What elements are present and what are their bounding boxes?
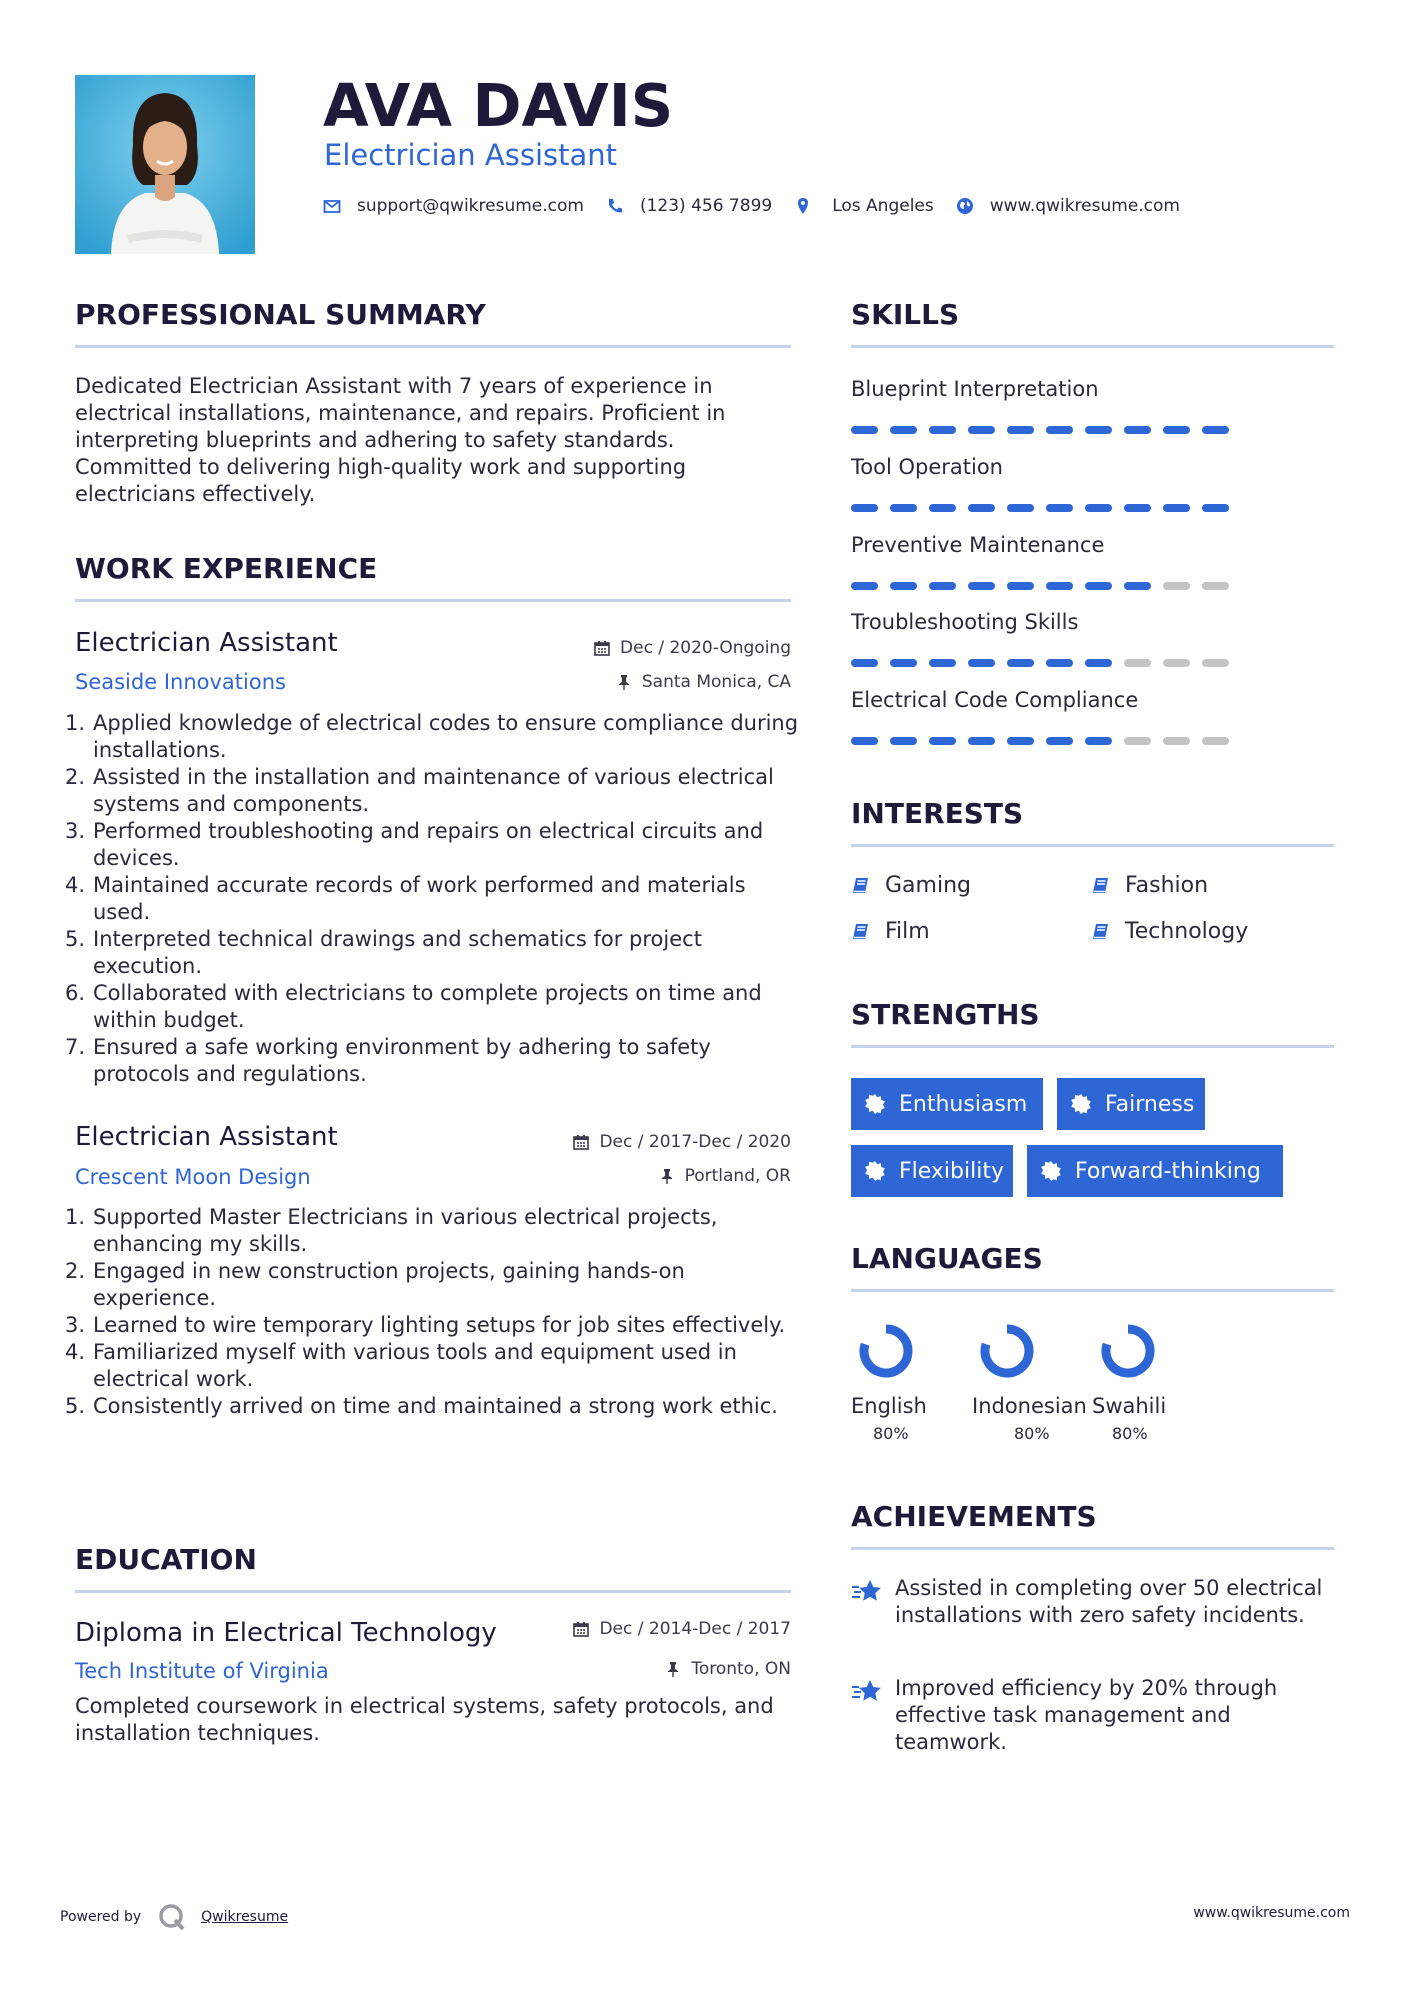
skill-dot-filled (1046, 426, 1073, 434)
badge-icon (865, 1161, 885, 1181)
summary-text: Dedicated Electrician Assistant with 7 years of experience in electrical installations, maintenance, and repairs. Proficient in interpreting blueprints and adhering to safety standards. Committed to delivering high-quality work and supporting electricians effectively. (75, 374, 726, 506)
powered-by-label: Powered by (60, 1909, 142, 1925)
job-dates-text: Dec / 2017-Dec / 2020 (599, 1132, 791, 1152)
education-dates-text: Dec / 2014-Dec / 2017 (599, 1619, 791, 1639)
skill-dot-empty (1163, 582, 1190, 590)
skill-dot-empty (1163, 659, 1190, 667)
pin-icon (659, 1168, 675, 1184)
job-location-text: Portland, OR (684, 1166, 791, 1186)
skill-dot-filled (890, 426, 917, 434)
skill-dot-filled (851, 426, 878, 434)
job-location (659, 1165, 791, 1187)
book-icon (1091, 922, 1111, 942)
skill-rating (851, 659, 1241, 667)
star-icon (851, 1679, 883, 1705)
skill-dot-filled (1202, 426, 1229, 434)
email-icon (323, 197, 341, 215)
languages-heading: LANGUAGES (851, 1242, 1043, 1275)
skill-rating (851, 504, 1241, 512)
language-level-arc (864, 1329, 908, 1373)
skill-dot-empty (1202, 659, 1229, 667)
badge-icon (1041, 1161, 1061, 1181)
experience-heading: WORK EXPERIENCE (75, 552, 378, 585)
skill-dot-empty (1124, 737, 1151, 745)
achievements-divider (851, 1547, 1334, 1550)
job-dates (573, 1131, 791, 1153)
language-percent: 80% (873, 1424, 909, 1443)
skill-dot-filled (890, 582, 917, 590)
education-description: Completed coursework in electrical systems, safety protocols, and installation techniques. (75, 1694, 774, 1745)
skill-dot-filled (968, 426, 995, 434)
strength-tag: Forward-thinking (1027, 1145, 1283, 1197)
language-level-arc (985, 1329, 1029, 1373)
duty-item: 7. Ensured a safe working environment by adhering to safety protocols and regulations. (65, 1035, 711, 1086)
interest-item: Gaming (851, 872, 971, 900)
phone-icon (606, 197, 624, 215)
skill-dot-filled (1124, 426, 1151, 434)
skill-dot-filled (968, 504, 995, 512)
skill-dot-filled (1007, 659, 1034, 667)
skill-dot-filled (1046, 659, 1073, 667)
map-marker-icon (794, 197, 812, 215)
candidate-title: Electrician Assistant (324, 138, 618, 172)
book-icon (1091, 876, 1111, 896)
experience-divider (75, 599, 791, 602)
summary-divider (75, 345, 791, 348)
book-icon (851, 922, 871, 942)
strengths-divider (851, 1045, 1334, 1048)
qwikresume-logo-icon (157, 1902, 187, 1932)
interests-heading: INTERESTS (851, 797, 1024, 830)
duty-item: 3. Learned to wire temporary lighting setups for job sites effectively. (65, 1313, 786, 1337)
skill-dot-filled (1085, 582, 1112, 590)
interest-item: Technology (1091, 918, 1248, 946)
duty-item: 4. Maintained accurate records of work performed and materials used. (65, 873, 746, 924)
job-company[interactable]: Seaside Innovations (75, 670, 286, 694)
language-level-arc (1106, 1329, 1150, 1373)
candidate-name: AVA DAVIS (323, 71, 674, 140)
duty-item: 2. Assisted in the installation and maintenance of various electrical systems and components. (65, 765, 774, 816)
skill-rating (851, 737, 1241, 745)
language-name: Swahili (1092, 1394, 1167, 1418)
skill-rating (851, 582, 1241, 590)
job-location (616, 671, 791, 693)
skill-dot-filled (1007, 504, 1034, 512)
badge-icon (865, 1094, 885, 1114)
language-percent: 80% (1014, 1424, 1050, 1443)
job-dates (594, 637, 791, 659)
skill-dot-filled (929, 659, 956, 667)
school-name[interactable]: Tech Institute of Virginia (75, 1659, 329, 1683)
skill-dot-filled (1085, 426, 1112, 434)
contact-website[interactable]: www.qwikresume.com (989, 196, 1180, 216)
skill-dot-filled (1046, 504, 1073, 512)
strengths-heading: STRENGTHS (851, 998, 1040, 1031)
skills-heading: SKILLS (851, 298, 960, 331)
language-gauge (856, 1321, 916, 1381)
skill-dot-filled (1007, 426, 1034, 434)
skill-name: Tool Operation (851, 455, 1003, 479)
star-icon (851, 1579, 883, 1605)
education-heading: EDUCATION (75, 1543, 257, 1576)
job-location-text: Santa Monica, CA (641, 672, 791, 692)
skill-name: Preventive Maintenance (851, 533, 1105, 557)
contact-row (323, 193, 1202, 219)
job-company[interactable]: Crescent Moon Design (75, 1165, 311, 1189)
interest-item: Fashion (1091, 872, 1208, 900)
duty-item: 2. Engaged in new construction projects, gaining hands-on experience. (65, 1259, 685, 1310)
skill-dot-empty (1124, 659, 1151, 667)
skill-dot-filled (890, 659, 917, 667)
skill-dot-filled (1163, 504, 1190, 512)
skill-dot-filled (1202, 504, 1229, 512)
job-dates-text: Dec / 2020-Ongoing (620, 638, 791, 658)
globe-icon (956, 197, 974, 215)
contact-location: Los Angeles (832, 196, 934, 216)
calendar-icon (573, 1134, 589, 1150)
education-dates (573, 1618, 791, 1640)
skill-dot-filled (968, 737, 995, 745)
skill-dot-filled (1085, 504, 1112, 512)
skill-dot-filled (929, 737, 956, 745)
skill-dot-filled (851, 659, 878, 667)
skill-name: Troubleshooting Skills (851, 610, 1079, 634)
skill-dot-empty (1163, 737, 1190, 745)
language-name: Indonesian (972, 1394, 1087, 1418)
skill-name: Electrical Code Compliance (851, 688, 1139, 712)
skill-dot-filled (1085, 737, 1112, 745)
skill-dot-filled (1046, 737, 1073, 745)
calendar-icon (594, 640, 610, 656)
skill-dot-filled (929, 504, 956, 512)
strength-tag: Fairness (1057, 1078, 1205, 1130)
duty-item: 4. Familiarized myself with various tools and equipment used in electrical work. (65, 1340, 737, 1391)
duty-item: 6. Collaborated with electricians to complete projects on time and within budget. (65, 981, 762, 1032)
education-location (665, 1658, 791, 1680)
language-gauge (977, 1321, 1037, 1381)
degree-title: Diploma in Electrical Technology (75, 1618, 497, 1648)
skill-dot-empty (1202, 582, 1229, 590)
strength-tag: Flexibility (851, 1145, 1013, 1197)
skill-dot-filled (1124, 582, 1151, 590)
skill-dot-filled (1046, 582, 1073, 590)
job-title: Electrician Assistant (75, 628, 338, 658)
profile-photo (75, 75, 255, 254)
duty-item: 5. Consistently arrived on time and maintained a strong work ethic. (65, 1394, 778, 1418)
skill-dot-filled (1007, 737, 1034, 745)
calendar-icon (573, 1621, 589, 1637)
footer-powered-by (60, 1900, 288, 1934)
achievement-text: Improved efficiency by 20% through effective task management and teamwork. (895, 1676, 1278, 1754)
skill-dot-filled (851, 582, 878, 590)
achievements-heading: ACHIEVEMENTS (851, 1500, 1097, 1533)
language-percent: 80% (1112, 1424, 1148, 1443)
contact-phone[interactable]: (123) 456 7899 (639, 196, 773, 216)
book-icon (851, 876, 871, 896)
skill-dot-filled (1163, 426, 1190, 434)
skill-dot-filled (1007, 582, 1034, 590)
skill-dot-filled (890, 737, 917, 745)
footer-website[interactable]: www.qwikresume.com (1193, 1905, 1350, 1921)
skill-dot-empty (1202, 737, 1229, 745)
duty-item: 5. Interpreted technical drawings and schematics for project execution. (65, 927, 702, 978)
language-name: English (851, 1394, 927, 1418)
education-location-text: Toronto, ON (691, 1659, 791, 1679)
duty-item: 1. Supported Master Electricians in various electrical projects, enhancing my skills. (65, 1205, 718, 1256)
pin-icon (665, 1661, 681, 1677)
contact-email[interactable]: support@qwikresume.com (357, 196, 584, 216)
interests-divider (851, 844, 1334, 847)
skill-dot-filled (929, 426, 956, 434)
skill-dot-filled (851, 504, 878, 512)
qwikresume-link[interactable]: Qwikresume (201, 1909, 289, 1925)
badge-icon (1071, 1094, 1091, 1114)
job-duties-list (65, 1204, 805, 1420)
language-gauge (1098, 1321, 1158, 1381)
languages-divider (851, 1289, 1334, 1292)
skill-rating (851, 426, 1241, 434)
duty-item: 3. Performed troubleshooting and repairs on electrical circuits and devices. (65, 819, 764, 870)
skill-dot-filled (1124, 504, 1151, 512)
achievement-text: Assisted in completing over 50 electrical installations with zero safety incidents. (895, 1576, 1323, 1627)
skill-dot-filled (890, 504, 917, 512)
education-divider (75, 1590, 791, 1593)
pin-icon (616, 674, 632, 690)
skill-dot-filled (968, 582, 995, 590)
skill-dot-filled (968, 659, 995, 667)
summary-heading: PROFESSIONAL SUMMARY (75, 298, 486, 331)
skill-dot-filled (1085, 659, 1112, 667)
skill-dot-filled (851, 737, 878, 745)
skill-name: Blueprint Interpretation (851, 377, 1099, 401)
skills-divider (851, 345, 1334, 348)
job-title: Electrician Assistant (75, 1122, 338, 1152)
duty-item: 1. Applied knowledge of electrical codes to ensure compliance during installations. (65, 711, 799, 762)
strength-tag: Enthusiasm (851, 1078, 1043, 1130)
skill-dot-filled (929, 582, 956, 590)
job-duties-list (65, 710, 805, 1088)
interest-item: Film (851, 918, 930, 946)
